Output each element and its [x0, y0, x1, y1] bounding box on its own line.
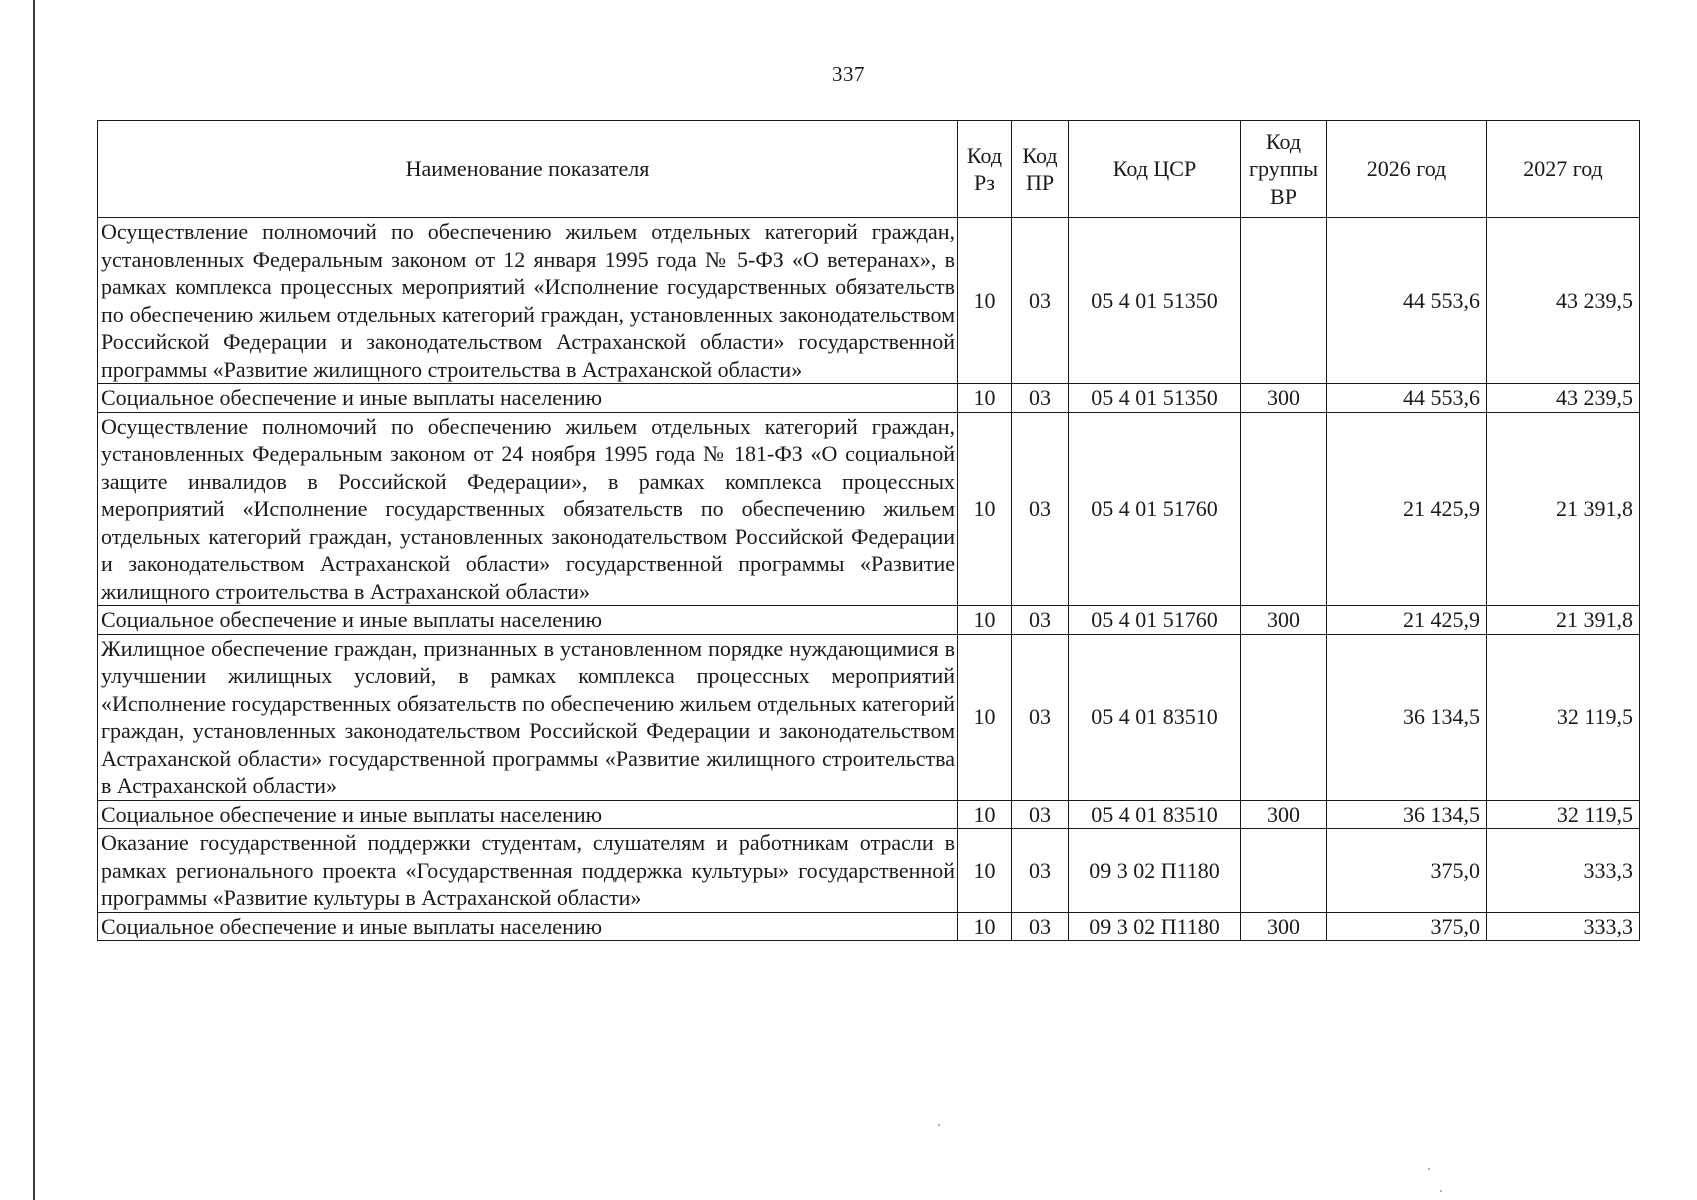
cell-pr: 03: [1012, 412, 1069, 606]
cell-csr: 09 3 02 П1180: [1069, 829, 1241, 913]
cell-pr: 03: [1012, 384, 1069, 413]
cell-name: Социальное обеспечение и иные выплаты населению: [98, 800, 958, 829]
cell-vr: [1241, 634, 1327, 800]
cell-2027: 333,3: [1487, 829, 1640, 913]
cell-pr: 03: [1012, 606, 1069, 635]
table-row: [98, 912, 1640, 941]
cell-2026: 21 425,9: [1327, 606, 1487, 635]
cell-2026: 21 425,9: [1327, 412, 1487, 606]
cell-name: Социальное обеспечение и иные выплаты населению: [98, 912, 958, 941]
scan-speck: [1440, 1190, 1442, 1192]
cell-rz: 10: [958, 384, 1012, 413]
cell-vr: [1241, 412, 1327, 606]
header-pr: Код ПР: [1012, 121, 1069, 218]
cell-2027: 32 119,5: [1487, 800, 1640, 829]
table-row: [98, 606, 1640, 635]
budget-table: [97, 120, 1640, 941]
table-row: [98, 218, 1640, 384]
cell-pr: 03: [1012, 829, 1069, 913]
cell-2026: 375,0: [1327, 829, 1487, 913]
cell-rz: 10: [958, 606, 1012, 635]
cell-vr: [1241, 218, 1327, 384]
cell-pr: 03: [1012, 634, 1069, 800]
cell-vr: 300: [1241, 912, 1327, 941]
table-row: [98, 634, 1640, 800]
scan-speck: [938, 1124, 940, 1126]
table-row: [98, 800, 1640, 829]
cell-pr: 03: [1012, 800, 1069, 829]
header-row: [98, 121, 1640, 218]
cell-rz: 10: [958, 634, 1012, 800]
cell-2026: 375,0: [1327, 912, 1487, 941]
cell-2027: 32 119,5: [1487, 634, 1640, 800]
table-row: [98, 384, 1640, 413]
cell-csr: 05 4 01 51760: [1069, 412, 1241, 606]
cell-2026: 36 134,5: [1327, 634, 1487, 800]
cell-rz: 10: [958, 912, 1012, 941]
cell-2027: 43 239,5: [1487, 384, 1640, 413]
cell-rz: 10: [958, 412, 1012, 606]
table-row: [98, 412, 1640, 606]
header-rz: Код Рз: [958, 121, 1012, 218]
table-header: [98, 121, 1640, 218]
cell-name: Оказание государственной поддержки студентам, слушателям и работникам отрасли в рамках регионального проекта «Государственная поддержка культуры» государственной программы «Развитие культуры в Астраханской области»: [98, 829, 958, 913]
cell-csr: 09 3 02 П1180: [1069, 912, 1241, 941]
cell-rz: 10: [958, 218, 1012, 384]
cell-csr: 05 4 01 83510: [1069, 634, 1241, 800]
cell-rz: 10: [958, 800, 1012, 829]
cell-2026: 44 553,6: [1327, 218, 1487, 384]
header-2027: 2027 год: [1487, 121, 1640, 218]
cell-2027: 21 391,8: [1487, 412, 1640, 606]
cell-csr: 05 4 01 83510: [1069, 800, 1241, 829]
cell-name: Социальное обеспечение и иные выплаты населению: [98, 384, 958, 413]
binding-edge-line: [33, 0, 35, 1200]
header-vr: Код группы ВР: [1241, 121, 1327, 218]
cell-vr: 300: [1241, 384, 1327, 413]
cell-2026: 36 134,5: [1327, 800, 1487, 829]
cell-name: Жилищное обеспечение граждан, признанных в установленном порядке нуждающимися в улучшении жилищных условий, в рамках комплекса процессных мероприятий «Исполнение государственных обязательств по обеспечению жильем отдельных категорий граждан, установленных законодательством Российской Федерации и законодательством Астраханской области» государственной программы «Развитие жилищного строительства в Астраханской области»: [98, 634, 958, 800]
page-number: 337: [832, 62, 865, 86]
cell-2027: 21 391,8: [1487, 606, 1640, 635]
cell-csr: 05 4 01 51350: [1069, 384, 1241, 413]
cell-vr: 300: [1241, 606, 1327, 635]
cell-name: Социальное обеспечение и иные выплаты населению: [98, 606, 958, 635]
cell-2027: 333,3: [1487, 912, 1640, 941]
table-row: [98, 829, 1640, 913]
cell-pr: 03: [1012, 912, 1069, 941]
cell-pr: 03: [1012, 218, 1069, 384]
cell-name: Осуществление полномочий по обеспечению жильем отдельных категорий граждан, установленных Федеральным законом от 24 ноября 1995 года № 181-ФЗ «О социальной защите инвалидов в Российской Федерации», в рамках комплекса процессных мероприятий «Исполнение государственных обязательств по обеспечению жильем отдельных категорий граждан, установленных законодательством Российской Федерации и законодательством Астраханской области» государственной программы «Развитие жилищного строительства в Астраханской области»: [98, 412, 958, 606]
header-name: Наименование показателя: [98, 121, 958, 218]
cell-vr: [1241, 829, 1327, 913]
scan-speck: [1428, 1168, 1430, 1170]
table-body: [98, 218, 1640, 941]
header-csr: Код ЦСР: [1069, 121, 1241, 218]
cell-csr: 05 4 01 51350: [1069, 218, 1241, 384]
header-2026: 2026 год: [1327, 121, 1487, 218]
cell-2026: 44 553,6: [1327, 384, 1487, 413]
cell-vr: 300: [1241, 800, 1327, 829]
cell-csr: 05 4 01 51760: [1069, 606, 1241, 635]
cell-rz: 10: [958, 829, 1012, 913]
cell-name: Осуществление полномочий по обеспечению жильем отдельных категорий граждан, установленных Федеральным законом от 12 января 1995 года № 5-ФЗ «О ветеранах», в рамках комплекса процессных мероприятий «Исполнение государственных обязательств по обеспечению жильем отдельных категорий граждан, установленных законодательством Российской Федерации и законодательством Астраханской области» государственной программы «Развитие жилищного строительства в Астраханской области»: [98, 218, 958, 384]
cell-2027: 43 239,5: [1487, 218, 1640, 384]
